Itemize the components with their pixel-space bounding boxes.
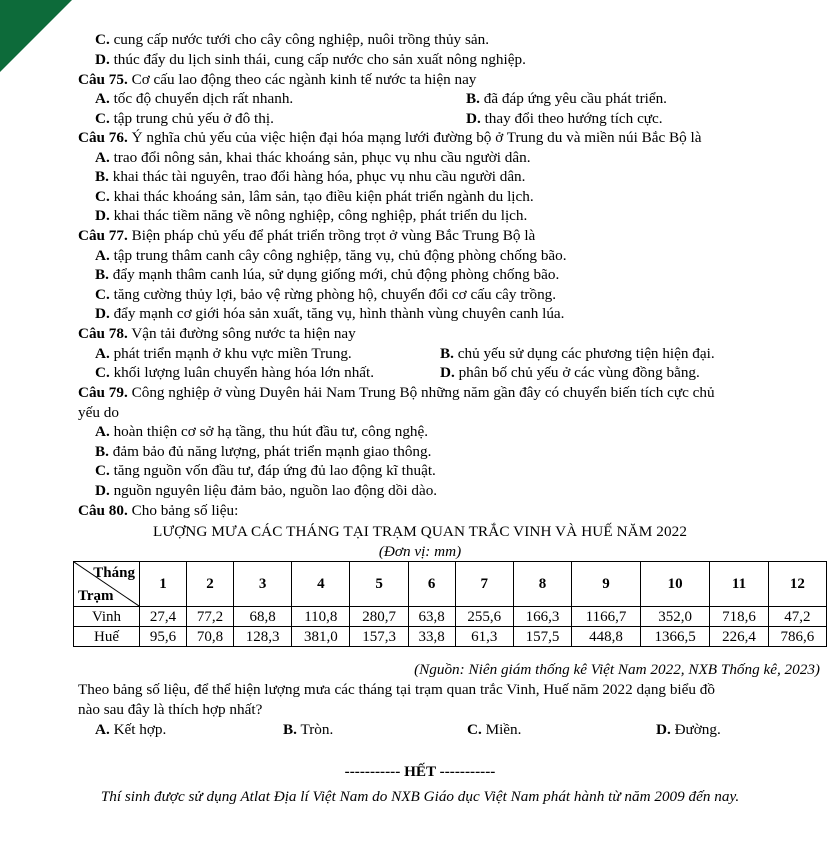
q78-option-a[interactable]: A. phát triển mạnh ở khu vực miền Trung.	[95, 345, 352, 362]
q80-option-b[interactable]: B. Tròn.	[283, 721, 334, 738]
header-station: Trạm	[78, 588, 114, 604]
table-cell: 255,6	[455, 607, 513, 627]
q79-stem: Câu 79. Công nghiệp ở vùng Duyên hải Nam Trung Bộ những năm gần đây có chuyển biến tích cực chủ	[78, 384, 715, 401]
q75-stem: Câu 75. Cơ cấu lao động theo các ngành kinh tế nước ta hiện nay	[78, 71, 477, 88]
q80-stem: Câu 80. Cho bảng số liệu:	[78, 502, 239, 519]
q74-option-c[interactable]: C. cung cấp nước tưới cho cây công nghiệp, nuôi trồng thủy sản.	[95, 31, 489, 48]
q76-stem: Câu 76. Ý nghĩa chủ yếu của việc hiện đại hóa mạng lưới đường bộ ở Trung du và miền núi Bắc Bộ là	[78, 129, 702, 146]
table-cell: 47,2	[768, 607, 826, 627]
month-header: 3	[233, 562, 291, 607]
q80-question-line2: nào sau đây là thích hợp nhất?	[78, 701, 263, 718]
table-cell: 280,7	[350, 607, 408, 627]
q80-option-c[interactable]: C. Miền.	[467, 721, 522, 738]
table-row-hue	[74, 627, 827, 647]
q78-option-b[interactable]: B. chủ yếu sử dụng các phương tiện hiện đại.	[440, 345, 715, 362]
month-header: 5	[350, 562, 408, 607]
month-header: 8	[513, 562, 571, 607]
table-cell: 157,5	[513, 627, 571, 647]
month-header: 10	[640, 562, 710, 607]
q75-option-b[interactable]: B. đã đáp ứng yêu cầu phát triển.	[466, 90, 667, 107]
month-header: 12	[768, 562, 826, 607]
table-cell: 157,3	[350, 627, 408, 647]
q75-option-c[interactable]: C. tập trung chủ yếu ở đô thị.	[95, 110, 274, 127]
month-header: 2	[186, 562, 233, 607]
q77-stem: Câu 77. Biện pháp chủ yếu để phát triển trồng trọt ở vùng Bắc Trung Bộ là	[78, 227, 536, 244]
q80-option-d[interactable]: D. Đường.	[656, 721, 721, 738]
table-cell: 68,8	[233, 607, 291, 627]
table-cell: 1366,5	[640, 627, 710, 647]
corner-decoration	[0, 0, 72, 72]
month-header: 9	[572, 562, 641, 607]
table-row-vinh	[74, 607, 827, 627]
month-header: 7	[455, 562, 513, 607]
table-source: (Nguồn: Niên giám thống kê Việt Nam 2022, NXB Thống kê, 2023)	[414, 661, 820, 678]
table-cell: 166,3	[513, 607, 571, 627]
table-corner-header	[74, 562, 140, 607]
table-cell: 61,3	[455, 627, 513, 647]
q75-option-d[interactable]: D. thay đổi theo hướng tích cực.	[466, 110, 663, 127]
month-header: 1	[140, 562, 187, 607]
table-cell: 226,4	[710, 627, 768, 647]
table-cell: 95,6	[140, 627, 187, 647]
q79-option-c[interactable]: C. tăng nguồn vốn đầu tư, đáp ứng đủ lao động kĩ thuật.	[95, 462, 436, 479]
table-title: LƯỢNG MƯA CÁC THÁNG TẠI TRẠM QUAN TRẮC VINH VÀ HUẾ NĂM 2022	[152, 523, 688, 540]
station-name: Huế	[74, 627, 140, 647]
table-cell: 381,0	[292, 627, 350, 647]
q76-option-b[interactable]: B. khai thác tài nguyên, trao đổi hàng hóa, phục vụ nhu cầu người dân.	[95, 168, 526, 185]
table-cell: 33,8	[408, 627, 455, 647]
end-marker: ----------- HẾT -----------	[344, 763, 496, 780]
table-cell: 77,2	[186, 607, 233, 627]
q76-option-d[interactable]: D. khai thác tiềm năng về nông nghiệp, công nghiệp, phát triển du lịch.	[95, 207, 528, 224]
q77-option-c[interactable]: C. tăng cường thủy lợi, bảo vệ rừng phòng hộ, chuyển đổi cơ cấu cây trồng.	[95, 286, 557, 303]
table-cell: 352,0	[640, 607, 710, 627]
q76-option-c[interactable]: C. khai thác khoáng sản, lâm sản, tạo điều kiện phát triển ngành du lịch.	[95, 188, 534, 205]
table-cell: 63,8	[408, 607, 455, 627]
table-cell: 27,4	[140, 607, 187, 627]
footer-note: Thí sinh được sử dụng Atlat Địa lí Việt Nam do NXB Giáo dục Việt Nam phát hành từ năm 2009 đến nay.	[100, 788, 740, 805]
q80-question-line1: Theo bảng số liệu, để thể hiện lượng mưa các tháng tại trạm quan trắc Vinh, Huế năm 2022 dạng biểu đồ	[78, 681, 715, 698]
q78-option-c[interactable]: C. khối lượng luân chuyển hàng hóa lớn nhất.	[95, 364, 375, 381]
q76-option-a[interactable]: A. trao đổi nông sản, khai thác khoáng sản, phục vụ nhu cầu người dân.	[95, 149, 531, 166]
table-cell: 1166,7	[572, 607, 641, 627]
table-header-row	[74, 562, 827, 607]
q75-option-a[interactable]: A. tốc độ chuyển dịch rất nhanh.	[95, 90, 294, 107]
table-cell: 70,8	[186, 627, 233, 647]
station-name: Vinh	[74, 607, 140, 627]
header-month: Tháng	[93, 565, 135, 581]
q79-option-d[interactable]: D. nguồn nguyên liệu đảm bảo, nguồn lao động dồi dào.	[95, 482, 438, 499]
q77-option-b[interactable]: B. đẩy mạnh thâm canh lúa, sử dụng giống mới, chủ động phòng chống bão.	[95, 266, 560, 283]
q79-option-a[interactable]: A. hoàn thiện cơ sở hạ tầng, thu hút đầu tư, công nghệ.	[95, 423, 429, 440]
table-cell: 110,8	[292, 607, 350, 627]
table-unit: (Đơn vị: mm)	[378, 543, 462, 560]
q78-stem: Câu 78. Vận tải đường sông nước ta hiện nay	[78, 325, 356, 342]
table-cell: 718,6	[710, 607, 768, 627]
q79-option-b[interactable]: B. đảm bảo đủ năng lượng, phát triển mạnh giao thông.	[95, 443, 432, 460]
rainfall-table	[73, 561, 827, 647]
month-header: 6	[408, 562, 455, 607]
q79-stem-cont: yếu do	[78, 404, 119, 421]
table-cell: 786,6	[768, 627, 826, 647]
q77-option-a[interactable]: A. tập trung thâm canh cây công nghiệp, tăng vụ, chủ động phòng chống bão.	[95, 247, 567, 264]
q77-option-d[interactable]: D. đẩy mạnh cơ giới hóa sản xuất, tăng vụ, hình thành vùng chuyên canh lúa.	[95, 305, 565, 322]
table-cell: 128,3	[233, 627, 291, 647]
q78-option-d[interactable]: D. phân bố chủ yếu ở các vùng đồng bằng.	[440, 364, 700, 381]
month-header: 11	[710, 562, 768, 607]
table-cell: 448,8	[572, 627, 641, 647]
q74-option-d[interactable]: D. thúc đẩy du lịch sinh thái, cung cấp nước cho sản xuất nông nghiệp.	[95, 51, 526, 68]
month-header: 4	[292, 562, 350, 607]
q80-option-a[interactable]: A. Kết hợp.	[95, 721, 167, 738]
